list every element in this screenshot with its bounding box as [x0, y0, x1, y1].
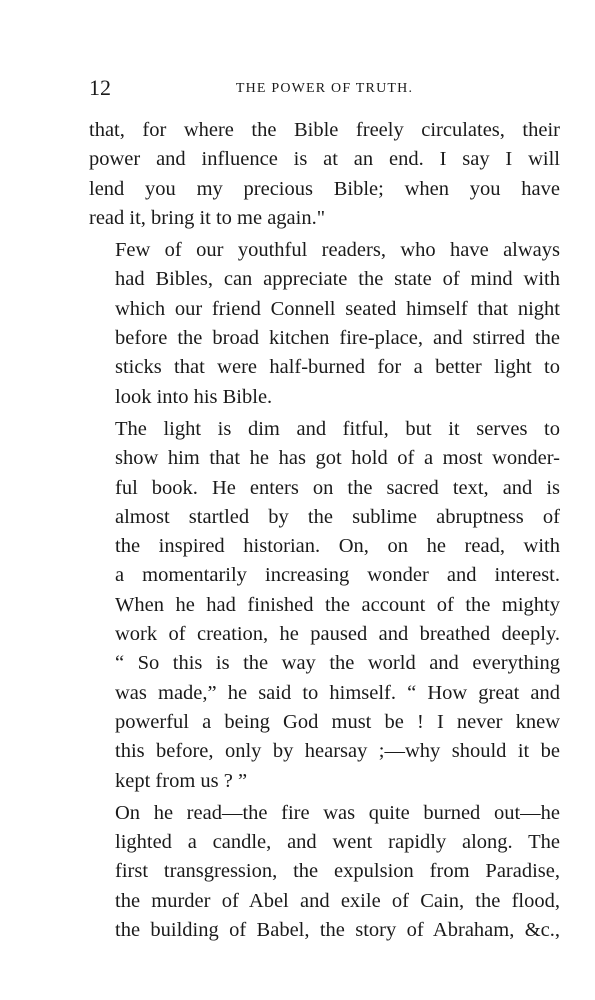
text-line: the murder of Abel and exile of Cain, the flood, — [115, 889, 560, 912]
text-line: that, for where the Bible freely circulates, their — [89, 119, 560, 141]
text-line: “ So this is the way the world and everything — [115, 652, 560, 675]
paragraph — [89, 415, 560, 796]
text-line: this before, only by hearsay ;—why should it be — [115, 740, 560, 763]
text-line: the building of Babel, the story of Abraham, &c., — [115, 919, 560, 942]
text-line: before the broad kitchen fire-place, and stirred the — [115, 327, 560, 350]
text-line: lend you my precious Bible; when you have — [89, 177, 560, 200]
text-line: show him that he has got hold of a most wonder- — [115, 447, 560, 470]
text-line: had Bibles, can appreciate the state of mind with — [115, 268, 560, 291]
text-line: power and influence is at an end. I say I will — [89, 148, 560, 171]
text-line: sticks that were half-burned for a better light to — [115, 356, 560, 379]
text-line: When he had finished the account of the mighty — [115, 593, 560, 616]
text-line: first transgression, the expulsion from Paradise, — [115, 860, 560, 883]
text-line: which our friend Connell seated himself that night — [115, 297, 560, 320]
text-line: a momentarily increasing wonder and interest. — [115, 564, 560, 587]
text-line: lighted a candle, and went rapidly along. The — [115, 831, 560, 854]
running-head — [89, 74, 560, 104]
text-line: was made,” he said to himself. “ How great and — [115, 681, 560, 704]
book-page — [89, 74, 560, 945]
text-line: read it, bring it to me again." — [89, 206, 326, 229]
paragraph — [89, 799, 560, 945]
running-title: THE POWER OF TRUTH. — [235, 81, 414, 96]
text-line: ful book. He enters on the sacred text, and is — [115, 476, 560, 499]
page-number: 12 — [89, 75, 111, 100]
text-line: Few of our youthful readers, who have always — [115, 239, 560, 262]
text-line: look into his Bible. — [115, 385, 273, 408]
paragraph — [89, 236, 560, 412]
text-line: On he read—the fire was quite burned out—he — [115, 801, 560, 824]
text-line: The light is dim and fitful, but it serves to — [115, 417, 560, 440]
paragraph-continuation — [89, 116, 560, 233]
text-line: almost startled by the sublime abruptness of — [115, 505, 560, 528]
body-text — [89, 116, 560, 945]
text-line: powerful a being God must be ! I never knew — [115, 710, 560, 733]
text-line: the inspired historian. On, on he read, with — [115, 535, 560, 558]
text-line: kept from us ? ” — [115, 769, 248, 792]
text-line: work of creation, he paused and breathed deeply. — [115, 623, 560, 646]
